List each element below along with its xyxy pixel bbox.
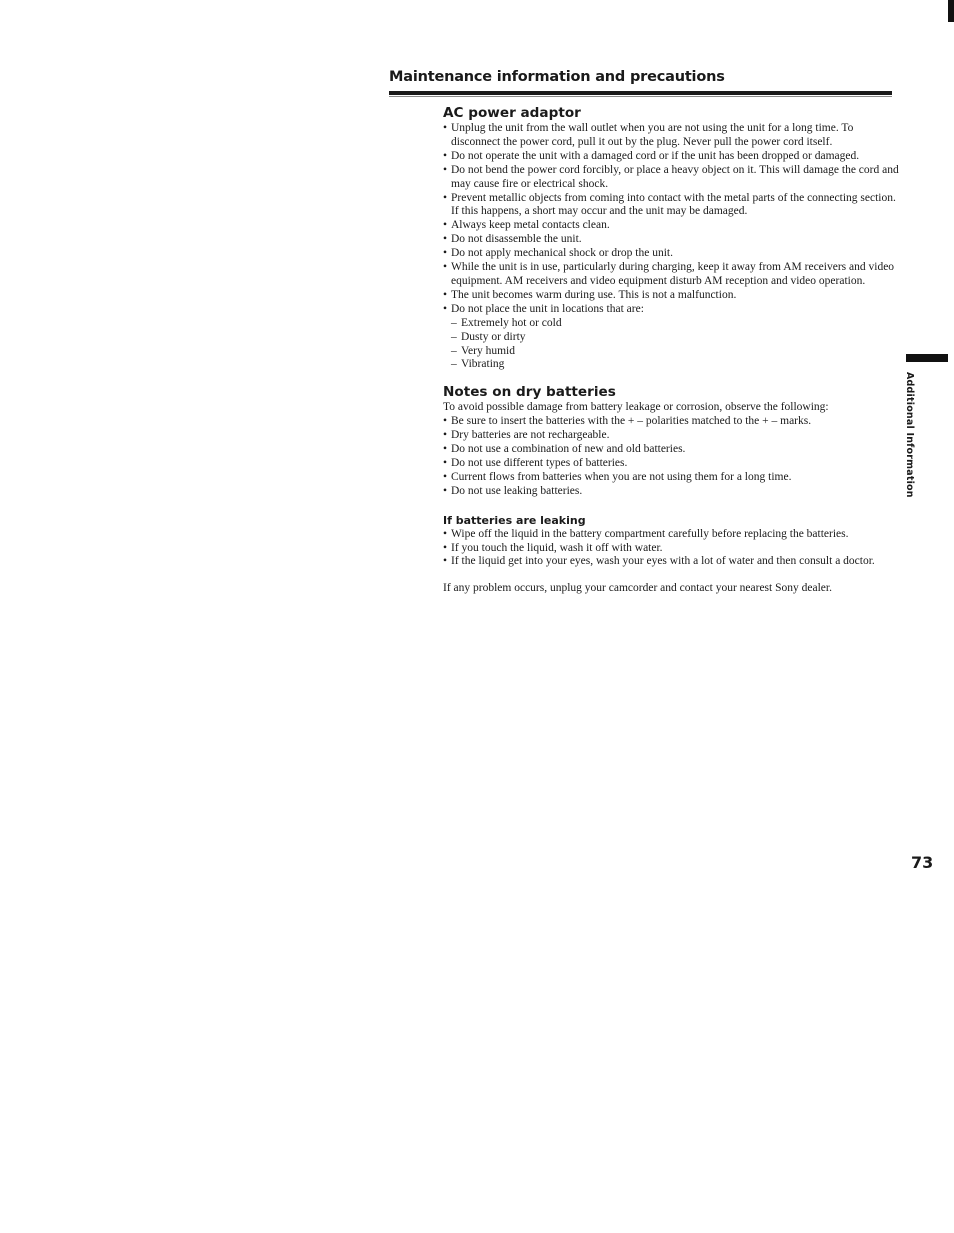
- list-item: • Unplug the unit from the wall outlet when you are not using the unit for a long time. To disconnect the power cord, pull it out by the plug. Never pull the power cord itself.: [443, 122, 903, 150]
- section-title: Maintenance information and precautions: [389, 69, 725, 85]
- location-item: – Dusty or dirty: [451, 331, 903, 345]
- dry-batteries-list: [443, 415, 903, 498]
- list-item: • While the unit is in use, particularly during charging, keep it away from AM receivers and video equipment. AM receivers and video equipment disturb AM reception and video operation.: [443, 261, 903, 289]
- list-item: • Do not disassemble the unit.: [443, 233, 903, 247]
- list-item: • Dry batteries are not rechargeable.: [443, 429, 903, 443]
- list-item: • Do not operate the unit with a damaged cord or if the unit has been dropped or damaged.: [443, 150, 903, 164]
- list-item: • If you touch the liquid, wash it off with water.: [443, 542, 903, 556]
- list-item: • The unit becomes warm during use. This is not a malfunction.: [443, 289, 903, 303]
- list-item: • Current flows from batteries when you are not using them for a long time.: [443, 471, 903, 485]
- list-item: • Wipe off the liquid in the battery compartment carefully before replacing the batteries.: [443, 528, 903, 542]
- list-item: • Do not use leaking batteries.: [443, 485, 903, 499]
- location-list: [443, 317, 903, 373]
- list-item: • Do not bend the power cord forcibly, or place a heavy object on it. This will damage the cord and may cause fire or electrical shock.: [443, 164, 903, 192]
- section-tab-marker: [906, 354, 948, 362]
- list-item: • Do not use a combination of new and old batteries.: [443, 443, 903, 457]
- list-item: • Be sure to insert the batteries with the + – polarities matched to the + – marks.: [443, 415, 903, 429]
- dry-batteries-intro: To avoid possible damage from battery leakage or corrosion, observe the following:: [443, 401, 829, 414]
- leaking-heading: If batteries are leaking: [443, 513, 586, 527]
- side-section-label: Additional Information: [904, 372, 915, 498]
- title-rule-thin: [389, 96, 892, 97]
- title-rule: [389, 91, 892, 95]
- location-item: – Extremely hot or cold: [451, 317, 903, 331]
- list-item: • Prevent metallic objects from coming into contact with the metal parts of the connecting section. If this happens, a short may occur and the unit may be damaged.: [443, 192, 903, 220]
- ac-power-list: [443, 122, 903, 317]
- location-item: – Very humid: [451, 345, 903, 359]
- leaking-list: [443, 528, 903, 570]
- ac-power-heading: AC power adaptor: [443, 105, 581, 121]
- page-number: 73: [911, 853, 934, 872]
- dry-batteries-heading: Notes on dry batteries: [443, 384, 616, 401]
- location-item: – Vibrating: [451, 358, 903, 372]
- list-item: • Do not use different types of batteries.: [443, 457, 903, 471]
- list-item: • Do not place the unit in locations that are:: [443, 303, 903, 317]
- list-item: • Always keep metal contacts clean.: [443, 219, 903, 233]
- closing-note: If any problem occurs, unplug your camcorder and contact your nearest Sony dealer.: [443, 582, 832, 595]
- list-item: • If the liquid get into your eyes, wash your eyes with a lot of water and then consult a doctor.: [443, 555, 903, 569]
- list-item: • Do not apply mechanical shock or drop the unit.: [443, 247, 903, 261]
- corner-crop-mark: [948, 0, 954, 22]
- main-content: [443, 104, 903, 596]
